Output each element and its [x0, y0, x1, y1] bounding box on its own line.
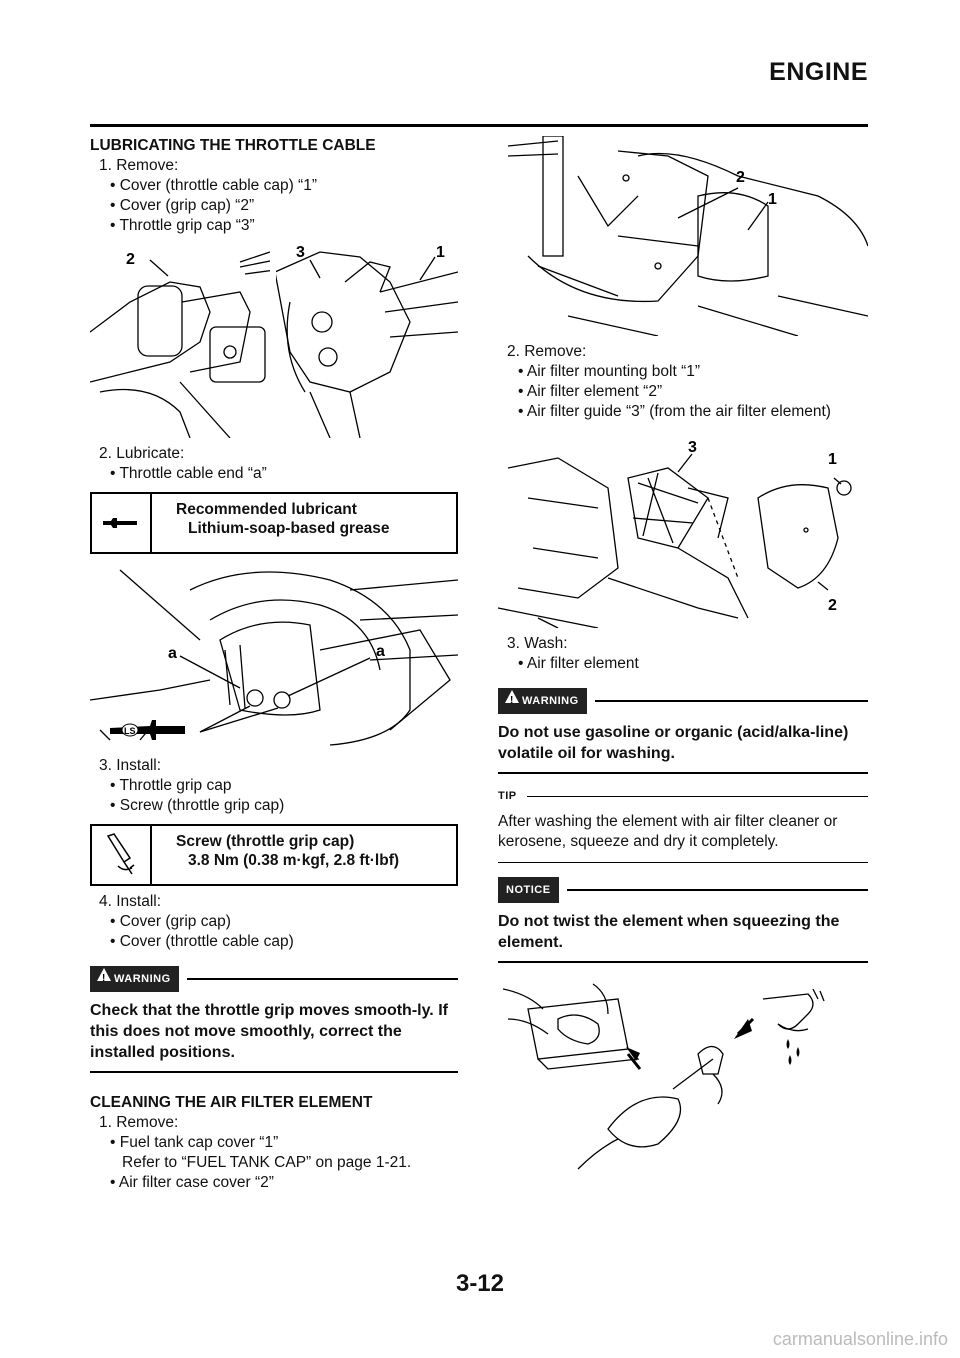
warning-text: Check that the throttle grip moves smooth-ly. If this does not move smoothly, correct the installed positions.: [90, 1000, 458, 1073]
list-item: • Screw (throttle grip cap): [110, 797, 285, 814]
list-item: • Cover (throttle cable cap) “1”: [110, 177, 318, 194]
warning-box: [90, 966, 458, 1073]
left-column: [90, 136, 458, 1193]
callout-label: 3: [688, 439, 697, 456]
page-reference: Refer to “FUEL TANK CAP” on page 1-21.: [122, 1154, 412, 1171]
notice-text: Do not twist the element when squeezing the element.: [498, 911, 868, 963]
spec-value: 3.8 Nm (0.38 m·kgf, 2.8 ft·lbf): [188, 852, 400, 869]
list-item: • Throttle grip cap “3”: [110, 217, 255, 234]
callout-label: 1: [768, 191, 777, 208]
spec-title: Screw (throttle grip cap): [176, 833, 355, 850]
tip-text: After washing the element with air filter cleaner or kerosene, squeeze and dry it completely.: [498, 812, 868, 863]
figure-air-filter-element: [498, 428, 868, 628]
page-header: [90, 58, 868, 127]
list-item: • Cover (throttle cable cap): [110, 933, 294, 950]
spec-box-torque: [90, 824, 458, 886]
tip-label: TIP: [498, 790, 517, 802]
list-item: • Throttle cable end “a”: [110, 465, 267, 482]
warning-label: WARNING: [114, 973, 171, 985]
warning-box: [498, 688, 868, 774]
step-lubricate: 2. Lubricate:: [99, 445, 185, 462]
list-item: • Fuel tank cap cover “1”: [110, 1134, 279, 1151]
notice-box: [498, 877, 868, 963]
list-item: • Air filter mounting bolt “1”: [518, 363, 701, 380]
notice-badge: NOTICE: [498, 877, 559, 903]
callout-label: 3: [296, 244, 305, 261]
throttle-grip-illustration: [90, 242, 458, 438]
figure-throttle-grip: [90, 242, 458, 438]
step-remove: 2. Remove:: [507, 343, 587, 360]
spec-title: Recommended lubricant: [176, 501, 357, 518]
list-item: • Cover (grip cap): [110, 913, 231, 930]
section-title-cleaning: CLEANING THE AIR FILTER ELEMENT: [90, 1094, 373, 1111]
callout-label: a: [376, 643, 385, 660]
list-item: • Air filter case cover “2”: [110, 1174, 274, 1191]
list-item: • Air filter element: [518, 655, 639, 672]
figure-air-filter-case: [498, 136, 868, 336]
callout-label: 2: [736, 169, 745, 186]
washing-illustration: [498, 979, 868, 1179]
warning-badge: ! WARNING: [498, 688, 587, 714]
watermark: carmanualsonline.info: [772, 1329, 948, 1349]
page-title: ENGINE: [769, 58, 868, 86]
callout-label: 1: [436, 244, 445, 261]
figure-washing-element: [498, 979, 868, 1179]
page-number: 3-12: [455, 1270, 505, 1297]
ls-label: LS: [124, 726, 136, 736]
torque-wrench-icon: [92, 826, 152, 884]
list-item: • Cover (grip cap) “2”: [110, 197, 255, 214]
right-column: [498, 136, 868, 1185]
list-item: • Air filter guide “3” (from the air filter element): [518, 403, 831, 420]
grease-gun-icon: [92, 494, 152, 552]
warning-badge: ! WARNING: [90, 966, 179, 992]
figure-throttle-cable-end: [90, 560, 458, 750]
callout-label: 2: [828, 597, 837, 614]
tip-header: [498, 786, 868, 806]
air-filter-case-illustration: [498, 136, 868, 336]
step-wash: 3. Wash:: [507, 635, 568, 652]
step-remove: 1. Remove:: [99, 157, 179, 174]
step-install: 3. Install:: [99, 757, 162, 774]
callout-label: 1: [828, 451, 837, 468]
throttle-cable-illustration: [90, 560, 458, 750]
spec-box-lubricant: [90, 492, 458, 554]
air-filter-element-illustration: [498, 428, 868, 628]
step-remove: 1. Remove:: [99, 1114, 179, 1131]
warning-text: Do not use gasoline or organic (acid/alka-line) volatile oil for washing.: [498, 722, 868, 774]
callout-label: a: [168, 645, 177, 662]
spec-value: Lithium-soap-based grease: [188, 520, 390, 537]
callout-label: 2: [126, 251, 135, 268]
warning-label: WARNING: [522, 695, 579, 707]
step-install: 4. Install:: [99, 893, 162, 910]
list-item: • Air filter element “2”: [518, 383, 663, 400]
list-item: • Throttle grip cap: [110, 777, 232, 794]
section-title-lubricating: LUBRICATING THE THROTTLE CABLE: [90, 137, 376, 154]
